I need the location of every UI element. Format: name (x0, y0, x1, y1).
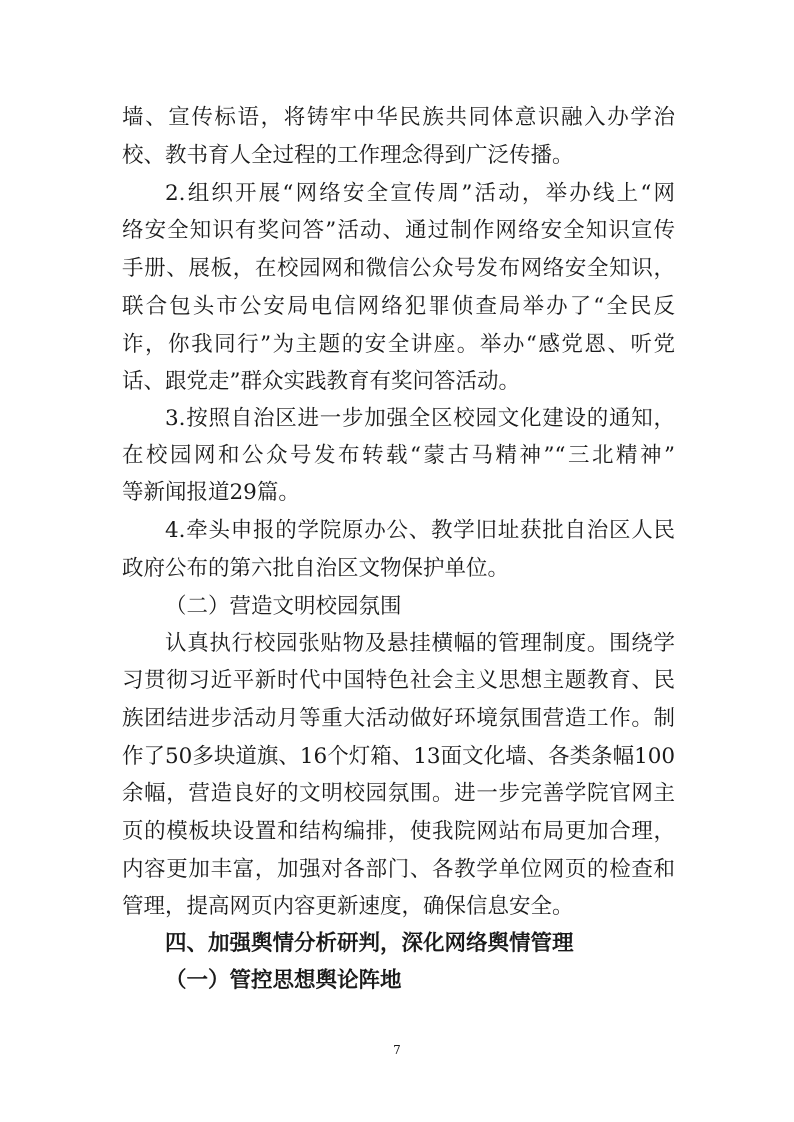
text-line: 校、教书育人全过程的工作理念得到广泛传播。 (122, 143, 574, 168)
text-line: 墙、宣传标语，将铸牢中华民族共同体意识融入办学治 (122, 105, 675, 130)
text-line: 习贯彻习近平新时代中国特色社会主义思想主题教育、民 (122, 668, 675, 693)
text-line: 络安全知识有奖问答”活动、通过制作网络安全知识宣传 (122, 218, 675, 243)
text-line: 2.组织开展“网络安全宣传周”活动，举办线上“网 (165, 181, 675, 206)
text-line: 等新闻报道29篇。 (122, 480, 300, 505)
text-line: 族团结进步活动月等重大活动做好环境氛围营造工作。制 (122, 706, 675, 731)
subsection-heading: （二）营造文明校园氛围 (165, 594, 402, 619)
text-line: 认真执行校园张贴物及悬挂横幅的管理制度。围绕学 (165, 631, 675, 656)
text-line: 页的模板块设置和结构编排，使我院网站布局更加合理， (122, 819, 675, 844)
page-number: 7 (393, 1043, 401, 1057)
text-line: 诈，你我同行”为主题的安全讲座。举办“感党恩、听党 (122, 332, 675, 357)
text-line: 手册、展板，在校园网和微信公众号发布网络安全知识， (122, 256, 675, 281)
text-line: 作了50多块道旗、16个灯箱、13面文化墙、各类条幅100 (122, 744, 675, 769)
text-line: 联合包头市公安局电信网络犯罪侦查局举办了“全民反 (122, 294, 675, 319)
text-line: 3.按照自治区进一步加强全区校园文化建设的通知， (165, 406, 675, 431)
text-line: 政府公布的第六批自治区文物保护单位。 (122, 556, 510, 581)
subsection-heading: （一）管控思想舆论阵地 (165, 968, 402, 993)
text-line: 话、跟党走”群众实践教育有奖问答活动。 (122, 369, 520, 394)
text-line: 管理，提高网页内容更新速度，确保信息安全。 (122, 894, 574, 919)
text-line: 内容更加丰富，加强对各部门、各教学单位网页的检查和 (122, 857, 675, 882)
text-line: 4.牵头申报的学院原办公、教学旧址获批自治区人民 (165, 518, 675, 543)
text-line: 余幅，营造良好的文明校园氛围。进一步完善学院官网主 (122, 781, 675, 806)
text-line: 在校园网和公众号发布转载“蒙古马精神”“三北精神” (122, 443, 675, 468)
section-heading: 四、加强舆情分析研判，深化网络舆情管理 (165, 931, 574, 956)
